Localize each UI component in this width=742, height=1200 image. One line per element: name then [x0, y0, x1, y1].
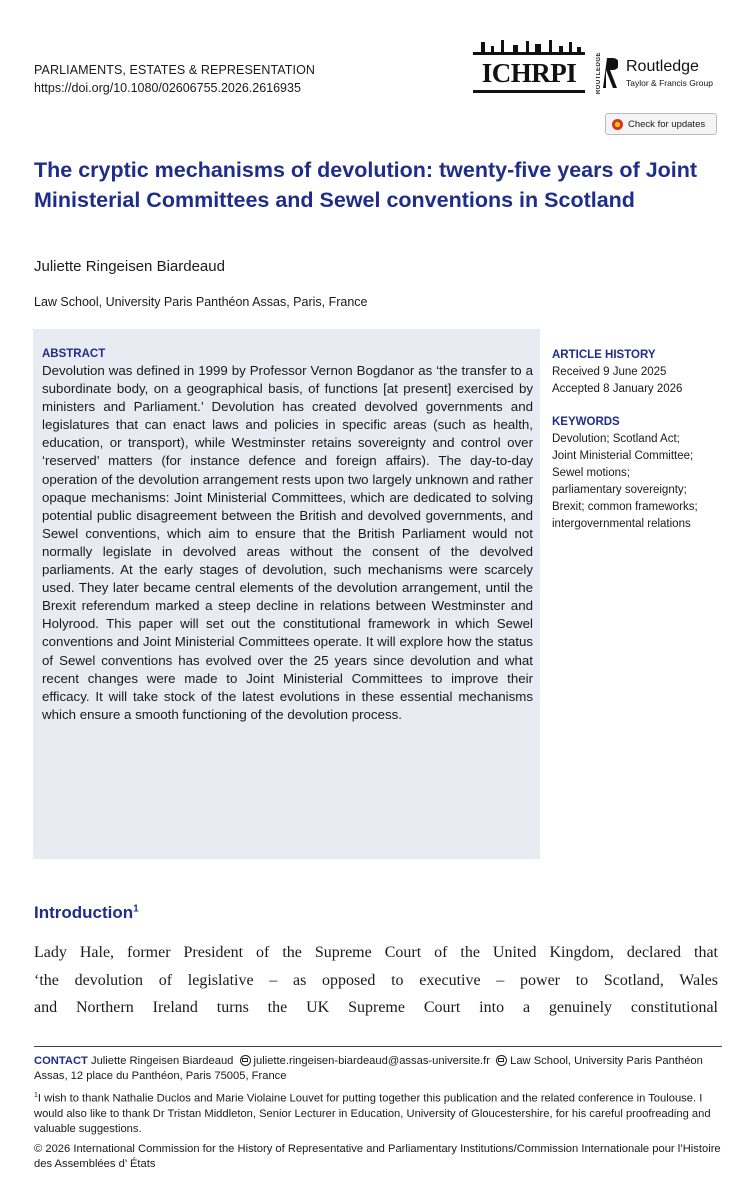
author-name[interactable]: Juliette Ringeisen Biardeaud	[34, 258, 225, 275]
intro-paragraph	[34, 939, 718, 1022]
contact-block	[34, 1054, 724, 1084]
intro-line: and Northern Ireland turns the UK Supreme Court into a genuinely constitutional	[34, 999, 718, 1016]
abstract-text: Devolution was defined in 1999 by Professor Vernon Bogdanor as ‘the transfer to a subordinate body, on a geographical basis, of functions [at present] exercised by ministers and Parliament.’ Devolution has created devolved governments and legislatures that can enact laws and policies in specific areas (such as health, education, or transport), while Westminster retains sovereignty and control over ‘reserved’ matters (for instance defence and foreign affairs). The day-to-day operation of the devolution arrangement rests upon two largely unknown and rather opaque mechanisms: Joint Ministerial Committees, which are dedicated to solving potential public disagreement between the British and devolved governments, and Sewel conventions, which aim to ensure that the British Parliament would not normally legislate in devolved areas without the consent of the devolved parliaments. At the early stages of devolution, such mechanisms were scarcely used. They later became central elements of the devolution arrangement, until the Brexit referendum marked a steep decline in relations between Westminster and Holyrood. This paper will set out the constitutional framework in which Sewel conventions and Joint Ministerial Committees operate. It will explore how the status of Sewel conventions has evolved over the 25 years since devolution and what recent changes were made to Joint Ministerial Committees to improve their efficacy. It will take stock of the latest evolutions in these essential mechanisms which ensure a smooth functioning of the devolution process.	[42, 363, 533, 722]
address-icon	[496, 1055, 507, 1066]
footnote-mark: 1	[34, 1092, 38, 1099]
contact-address-2: Paris Panthéon Assas, 12 place du Panthéon, Paris 75005, France	[34, 1055, 703, 1082]
keywords	[552, 414, 732, 533]
keyword-line: Sewel motions;	[552, 467, 630, 479]
footnote-divider	[34, 1046, 722, 1047]
ichrpi-wordmark: ICHRPI	[481, 58, 577, 88]
ichrpi-logo	[471, 40, 587, 104]
keyword-line: intergovernmental relations	[552, 518, 691, 530]
crossmark-icon	[612, 119, 623, 130]
keyword-line: parliamentary sovereignty;	[552, 484, 687, 496]
author-affiliation: Law School, University Paris Panthéon Assas, Paris, France	[34, 295, 368, 309]
routledge-name: Routledge	[626, 58, 699, 75]
keywords-heading: KEYWORDS	[552, 416, 620, 428]
keyword-line: Joint Ministerial Committee;	[552, 450, 694, 462]
footnote-block	[34, 1088, 724, 1137]
copyright: © 2026 International Commission for the History of Representative and Parliamentary Institutions/Commission Internationale pour l’Histoire des Assemblées d’ États	[34, 1143, 721, 1170]
history-heading: ARTICLE HISTORY	[552, 349, 656, 361]
contact-address-1: Law School, University	[510, 1055, 624, 1067]
check-for-updates-button[interactable]	[605, 113, 717, 135]
routledge-vertical-text: ROUTLEDGE	[596, 52, 602, 95]
keyword-line: Devolution; Scotland Act;	[552, 433, 680, 445]
keyword-line: Brexit; common frameworks;	[552, 501, 698, 513]
intro-line: Lady Hale, former President of the Supreme Court of the United Kingdom, declared that	[34, 944, 718, 961]
routledge-logo	[596, 48, 726, 98]
footnote-text: I wish to thank Nathalie Duclos and Marie Violaine Louvet for putting together this publication and the related conference in Toulouse. I would also like to thank Dr Tristan Middleton, Senior Lecturer in Education, University of Gloucestershire, for his careful proofreading and valuable suggestions.	[34, 1092, 711, 1135]
article-title: The cryptic mechanisms of devolution: twenty-five years of Joint Ministerial Committees and Sewel conventions in Scotland	[34, 158, 698, 212]
history-received: Received 9 June 2025	[552, 366, 667, 378]
email-icon	[240, 1055, 251, 1066]
intro-line: ‘the devolution of legislative – as opposed to executive – power to Scotland, Wales	[34, 971, 718, 989]
history-accepted: Accepted 8 January 2026	[552, 383, 683, 395]
doi-link[interactable]: https://doi.org/10.1080/02606755.2026.2616935	[34, 81, 301, 95]
check-updates-label: Check for updates	[628, 118, 706, 130]
abstract-heading: ABSTRACT	[42, 348, 106, 360]
intro-heading-text: Introduction	[34, 903, 134, 922]
journal-name: PARLIAMENTS, ESTATES & REPRESENTATION	[34, 63, 316, 77]
contact-email[interactable]: juliette.ringeisen-biardeaud@assas-universite.fr	[253, 1055, 490, 1067]
section-heading-introduction	[34, 903, 139, 923]
contact-name: Juliette Ringeisen Biardeaud	[90, 1055, 234, 1067]
contact-label: CONTACT	[34, 1055, 88, 1067]
article-history	[552, 347, 732, 398]
routledge-subtitle: Taylor & Francis Group	[626, 78, 713, 88]
footnote-ref[interactable]: 1	[133, 903, 139, 915]
